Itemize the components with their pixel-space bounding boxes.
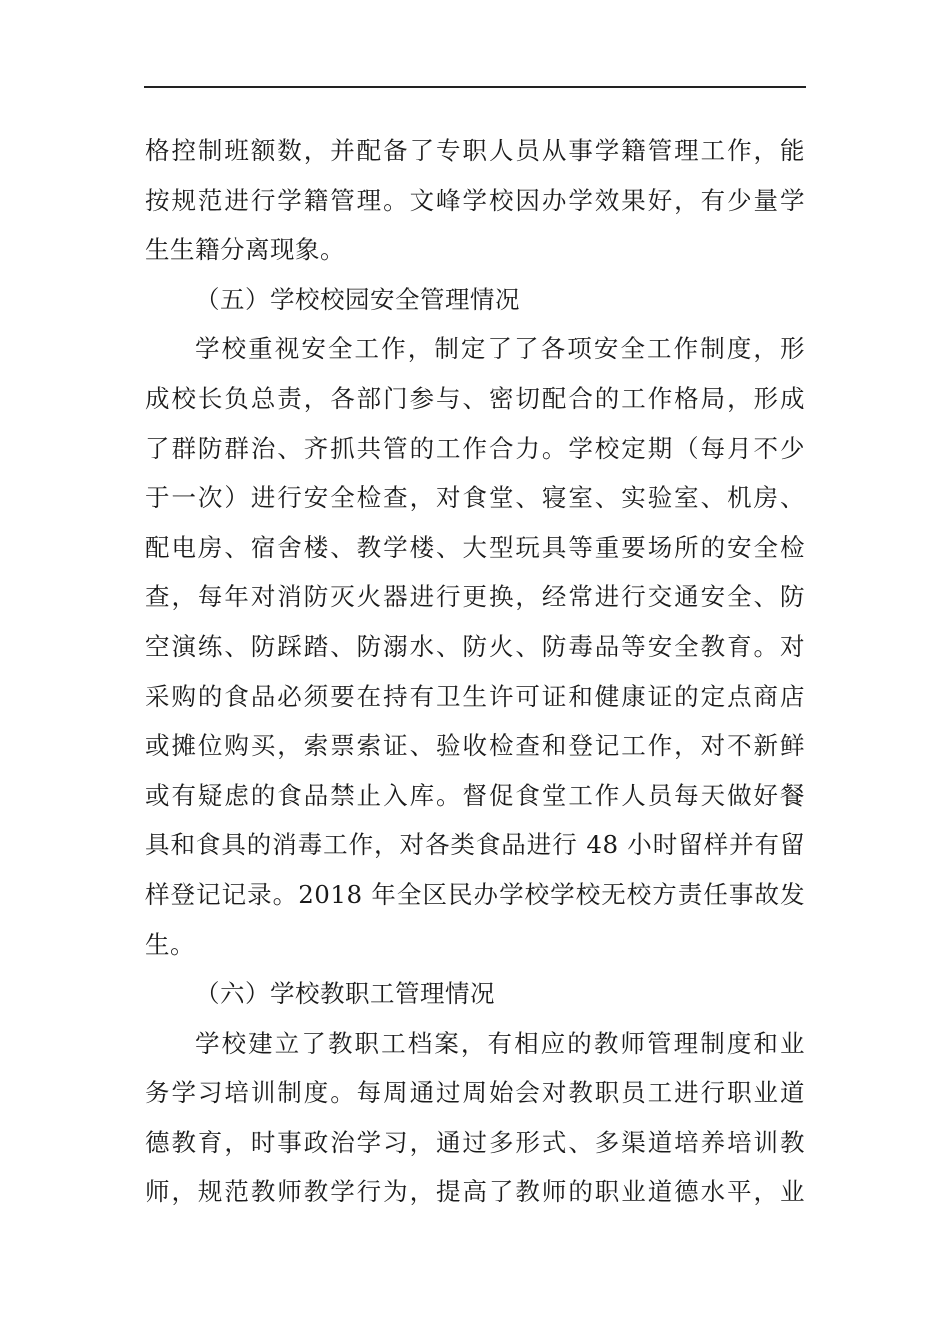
section-heading-6: （六）学校教职工管理情况 bbox=[195, 979, 495, 1009]
paragraph-line: 具和食具的消毒工作，对各类食品进行 48 小时留样并有留 bbox=[145, 830, 805, 860]
document-body bbox=[145, 126, 805, 1217]
paragraph-line: 学校建立了教职工档案，有相应的教师管理制度和业 bbox=[195, 1028, 805, 1058]
paragraph-line: 德教育，时事政治学习，通过多形式、多渠道培养培训教 bbox=[145, 1127, 805, 1157]
paragraph-line: 空演练、防踩踏、防溺水、防火、防毒品等安全教育。对 bbox=[145, 631, 805, 661]
paragraph-line: 格控制班额数，并配备了专职人员从事学籍管理工作，能 bbox=[145, 136, 805, 165]
paragraph-line: 生。 bbox=[145, 929, 195, 959]
paragraph-line: 成校长负总责，各部门参与、密切配合的工作格局，形成 bbox=[145, 383, 805, 413]
paragraph-line: 按规范进行学籍管理。文峰学校因办学效果好，有少量学 bbox=[145, 185, 805, 215]
section-heading-5: （五）学校校园安全管理情况 bbox=[195, 284, 520, 314]
paragraph-line: 或有疑虑的食品禁止入库。督促食堂工作人员每天做好餐 bbox=[145, 780, 805, 810]
paragraph-line: 样登记记录。2018 年全区民办学校学校无校方责任事故发 bbox=[145, 879, 805, 909]
paragraph-line: 采购的食品必须要在持有卫生许可证和健康证的定点商店 bbox=[145, 681, 805, 711]
paragraph-line: 学校重视安全工作，制定了了各项安全工作制度，形 bbox=[195, 334, 805, 364]
paragraph-line: 师，规范教师教学行为，提高了教师的职业道德水平，业 bbox=[145, 1177, 805, 1207]
paragraph-line: 务学习培训制度。每周通过周始会对教职员工进行职业道 bbox=[145, 1078, 805, 1108]
header-rule bbox=[144, 86, 806, 88]
paragraph-line: 于一次）进行安全检查，对食堂、寝室、实验室、机房、 bbox=[145, 483, 805, 513]
paragraph-line: 或摊位购买，索票索证、验收检查和登记工作，对不新鲜 bbox=[145, 731, 805, 761]
paragraph-line: 生生籍分离现象。 bbox=[145, 235, 345, 265]
paragraph-line: 了群防群治、齐抓共管的工作合力。学校定期（每月不少 bbox=[145, 433, 805, 463]
paragraph-line: 查，每年对消防灭火器进行更换，经常进行交通安全、防 bbox=[145, 582, 805, 612]
paragraph-line: 配电房、宿舍楼、教学楼、大型玩具等重要场所的安全检 bbox=[145, 532, 805, 562]
